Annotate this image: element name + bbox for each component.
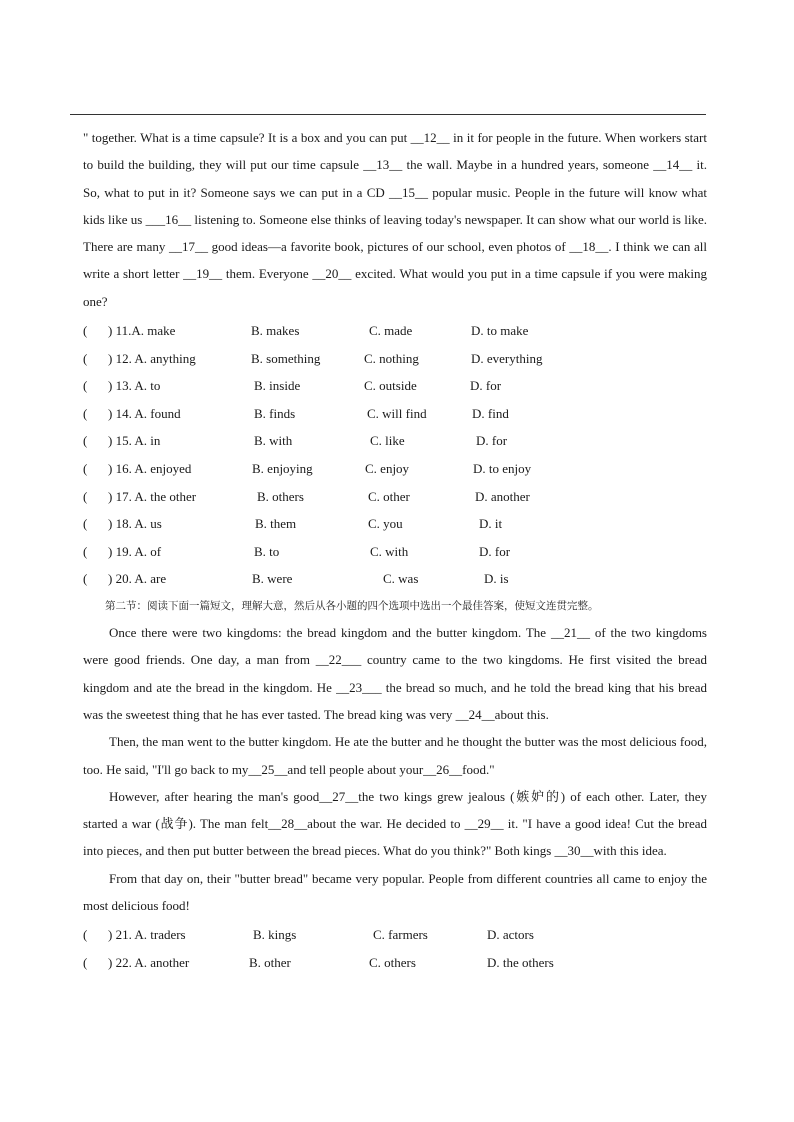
- option-a: ) 12. A. anything: [108, 350, 196, 366]
- option-d: D. for: [470, 378, 502, 394]
- passage-bread-butter-p3: However, after hearing the man's good__27__the two kings grew jealous (嫉妒的) of each other. Later, they started a war (战争). The man felt__28__about the war. He decided to __29__ it. "I have a good idea! Cut the bread into pieces, and then put butter between the bread pieces. What do you think?" Both kings __30__with this idea.: [83, 788, 707, 859]
- question-list-21-22: [83, 921, 707, 976]
- passage-bread-butter-p4: From that day on, their "butter bread" became very popular. People from different countries all came to enjoy the most delicious food!: [83, 870, 707, 913]
- option-c: C. outside: [364, 378, 417, 394]
- question-row: [83, 483, 707, 511]
- answer-blank[interactable]: (: [83, 954, 88, 970]
- option-b: B. something: [251, 350, 321, 366]
- answer-blank[interactable]: (: [83, 571, 88, 587]
- option-b: B. with: [254, 433, 293, 449]
- option-c: C. others: [369, 954, 416, 970]
- question-row: [83, 510, 707, 538]
- question-row: [83, 427, 707, 455]
- option-d: D. everything: [471, 350, 543, 366]
- answer-blank[interactable]: (: [83, 433, 88, 449]
- option-b: B. were: [252, 571, 293, 587]
- option-b: B. them: [255, 516, 297, 532]
- option-d: D. to enjoy: [473, 461, 532, 477]
- answer-blank[interactable]: (: [83, 323, 88, 339]
- answer-blank[interactable]: (: [83, 516, 88, 532]
- option-c: C. you: [368, 516, 403, 532]
- passage-bread-butter-p1: Once there were two kingdoms: the bread kingdom and the butter kingdom. The __21__ of the two kingdoms were good friends. One day, a man from __22___ country came to the two kingdoms. He first visited the bread kingdom and ate the bread in the kingdom. He __23___ the bread so much, and he told the bread king that his bread was the sweetest thing that he has ever tasted. The bread king was very __24__about this.: [83, 625, 707, 722]
- answer-blank[interactable]: (: [83, 350, 88, 366]
- question-row: [83, 565, 707, 593]
- option-a: ) 14. A. found: [108, 405, 181, 421]
- option-a: ) 20. A. are: [108, 571, 167, 587]
- option-c: C. made: [369, 323, 413, 339]
- answer-blank[interactable]: (: [83, 927, 88, 943]
- option-b: B. makes: [251, 323, 300, 339]
- option-b: B. inside: [254, 378, 301, 394]
- option-d: D. another: [475, 488, 530, 504]
- option-b: B. other: [249, 954, 291, 970]
- option-d: D. it: [479, 516, 503, 532]
- answer-blank[interactable]: (: [83, 405, 88, 421]
- option-c: C. with: [370, 543, 409, 559]
- page-content: [83, 124, 707, 976]
- option-a: ) 13. A. to: [108, 378, 161, 394]
- question-row: [83, 400, 707, 428]
- option-a: ) 16. A. enjoyed: [108, 461, 192, 477]
- question-row: [83, 949, 707, 977]
- option-b: B. to: [254, 543, 280, 559]
- section-instruction: 第二节：阅读下面一篇短文，理解大意，然后从各小题的四个选项中选出一个最佳答案，使短文连贯完整。: [105, 600, 599, 613]
- question-row: [83, 345, 707, 373]
- answer-blank[interactable]: (: [83, 461, 88, 477]
- option-a: ) 15. A. in: [108, 433, 161, 449]
- option-c: C. will find: [367, 405, 427, 421]
- question-row: [83, 372, 707, 400]
- header-rule: [70, 114, 706, 115]
- option-a: ) 18. A. us: [108, 516, 162, 532]
- option-d: D. find: [472, 405, 509, 421]
- option-b: B. enjoying: [252, 461, 313, 477]
- question-list-11-20: [83, 317, 707, 593]
- answer-blank[interactable]: (: [83, 543, 88, 559]
- option-b: B. finds: [254, 405, 296, 421]
- question-row: [83, 921, 707, 949]
- option-c: C. like: [370, 433, 405, 449]
- question-row: [83, 538, 707, 566]
- option-b: B. others: [257, 488, 304, 504]
- question-row: [83, 455, 707, 483]
- option-d: D. to make: [471, 323, 529, 339]
- passage-time-capsule: " together. What is a time capsule? It is a box and you can put __12__ in it for people in the future. When workers start to build the building, they will put our time capsule __13__ the wall. Maybe in a hundred years, someone __14__ it. So, what to put in it? Someone says we can put in a CD __15__ popular music. People in the future will know what kids like us ___16__ listening to. Someone else thinks of leaving today's newspaper. It can show what our world is like. There are many __17__ good ideas—a favorite book, pictures of our school, even photos of __18__. I think we can all write a short letter __19__ them. Everyone __20__ excited. What would you put in a time capsule if you were making one?: [83, 130, 707, 309]
- option-a: ) 11.A. make: [108, 323, 176, 339]
- option-d: D. the others: [487, 954, 554, 970]
- option-c: C. nothing: [364, 350, 419, 366]
- option-a: ) 19. A. of: [108, 543, 162, 559]
- option-c: C. other: [368, 488, 410, 504]
- answer-blank[interactable]: (: [83, 488, 88, 504]
- option-b: B. kings: [253, 927, 297, 943]
- option-d: D. for: [476, 433, 508, 449]
- option-a: ) 17. A. the other: [108, 488, 197, 504]
- question-row: [83, 317, 707, 345]
- option-c: C. was: [383, 571, 419, 587]
- option-d: D. is: [484, 571, 509, 587]
- answer-blank[interactable]: (: [83, 378, 88, 394]
- option-a: ) 22. A. another: [108, 954, 190, 970]
- option-a: ) 21. A. traders: [108, 927, 186, 943]
- option-d: D. for: [479, 543, 511, 559]
- option-c: C. farmers: [373, 927, 428, 943]
- option-c: C. enjoy: [365, 461, 410, 477]
- option-d: D. actors: [487, 927, 534, 943]
- passage-bread-butter-p2: Then, the man went to the butter kingdom. He ate the butter and he thought the butter was the most delicious food, too. He said, "I'll go back to my__25__and tell people about your__26__food.": [83, 734, 707, 777]
